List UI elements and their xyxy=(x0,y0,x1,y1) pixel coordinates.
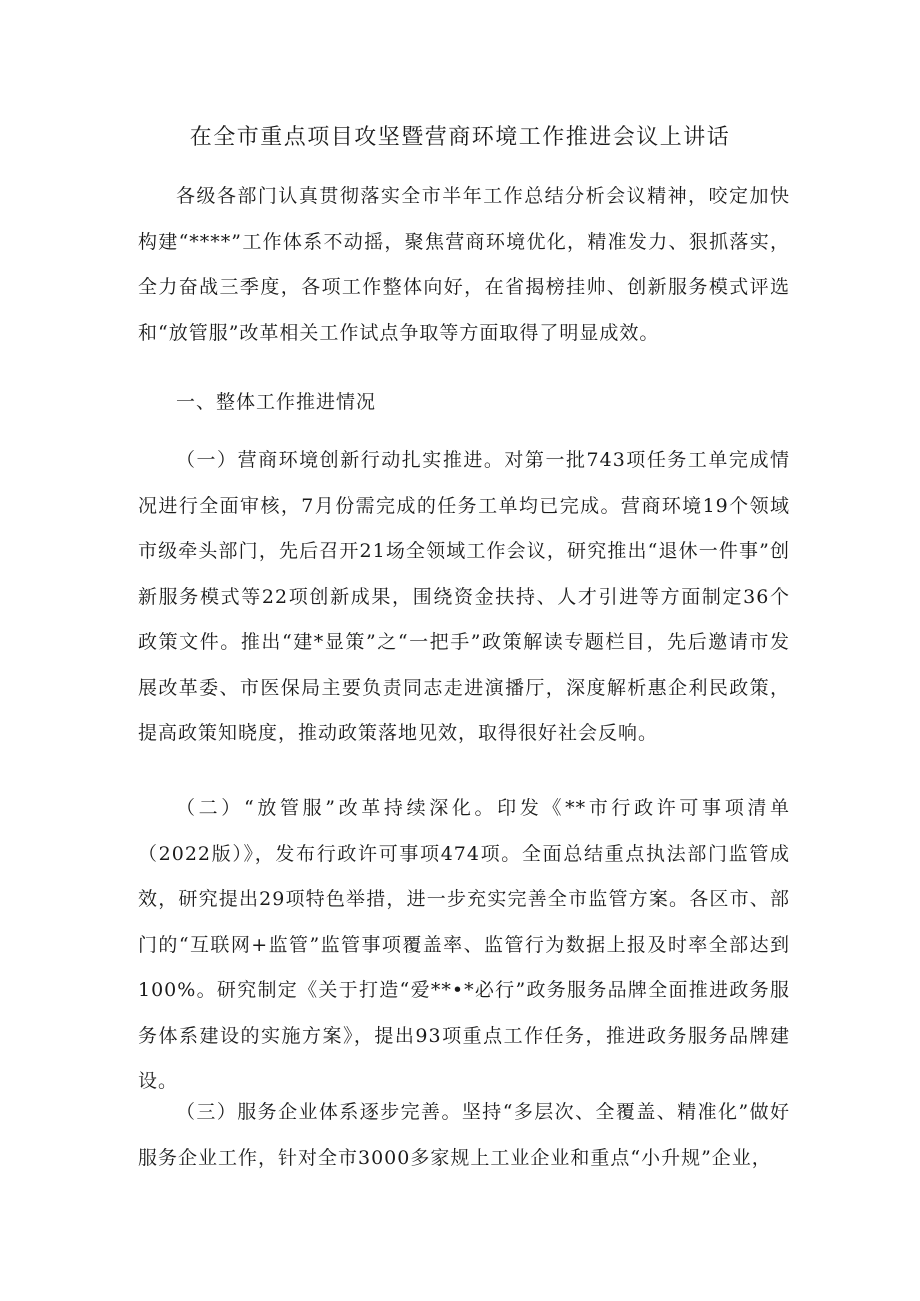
paragraph-3: （三）服务企业体系逐步完善。坚持“多层次、全覆盖、精准化”做好服务企业工作，针对全市3000多家规上工业企业和重点“小升规”企业， xyxy=(138,1101,790,1169)
paragraph-1: （一）营商环境创新行动扎实推进。对第一批743项任务工单完成情况进行全面审核，7月份需完成的任务工单均已完成。营商环境19个领域市级牵头部门，先后召开21场全领域工作会议，研究推出“退休一件事”创新服务模式等22项创新成果，围绕资金扶持、人才引进等方面制定36个政策文件。推出“建*显策”之“一把手”政策解读专题栏目，先后邀请市发展改革委、市医保局主要负责同志走进演播厅，深度解析惠企利民政策，提高政策知晓度，推动政策落地见效，取得很好社会反响。 xyxy=(138,449,790,744)
section-heading: 一、整体工作推进情况 xyxy=(176,391,377,413)
paragraph-2: （二）“放管服”改革持续深化。印发《**市行政许可事项清单（2022版）》，发布行政许可事项474项。全面总结重点执法部门监管成效，研究提出29项特色举措，进一步充实完善全市监管方案。各区市、部门的“互联网+监管”监管事项覆盖率、监管行为数据上报及时率全部达到100%。研究制定《关于打造“爱**•*必行”政务服务品牌全面推进政务服务体系建设的实施方案》，提出93项重点工作任务，推进政务服务品牌建设。 xyxy=(138,797,790,1092)
document-title: 在全市重点项目攻坚暨营商环境工作推进会议上讲话 xyxy=(189,125,731,150)
intro-paragraph: 各级各部门认真贯彻落实全市半年工作总结分析会议精神，咬定加快构建“****”工作体系不动摇，聚焦营商环境优化，精准发力、狠抓落实，全力奋战三季度，各项工作整体向好，在省揭榜挂帅、创新服务模式评选和“放管服”改革相关工作试点争取等方面取得了明显成效。 xyxy=(138,185,790,344)
